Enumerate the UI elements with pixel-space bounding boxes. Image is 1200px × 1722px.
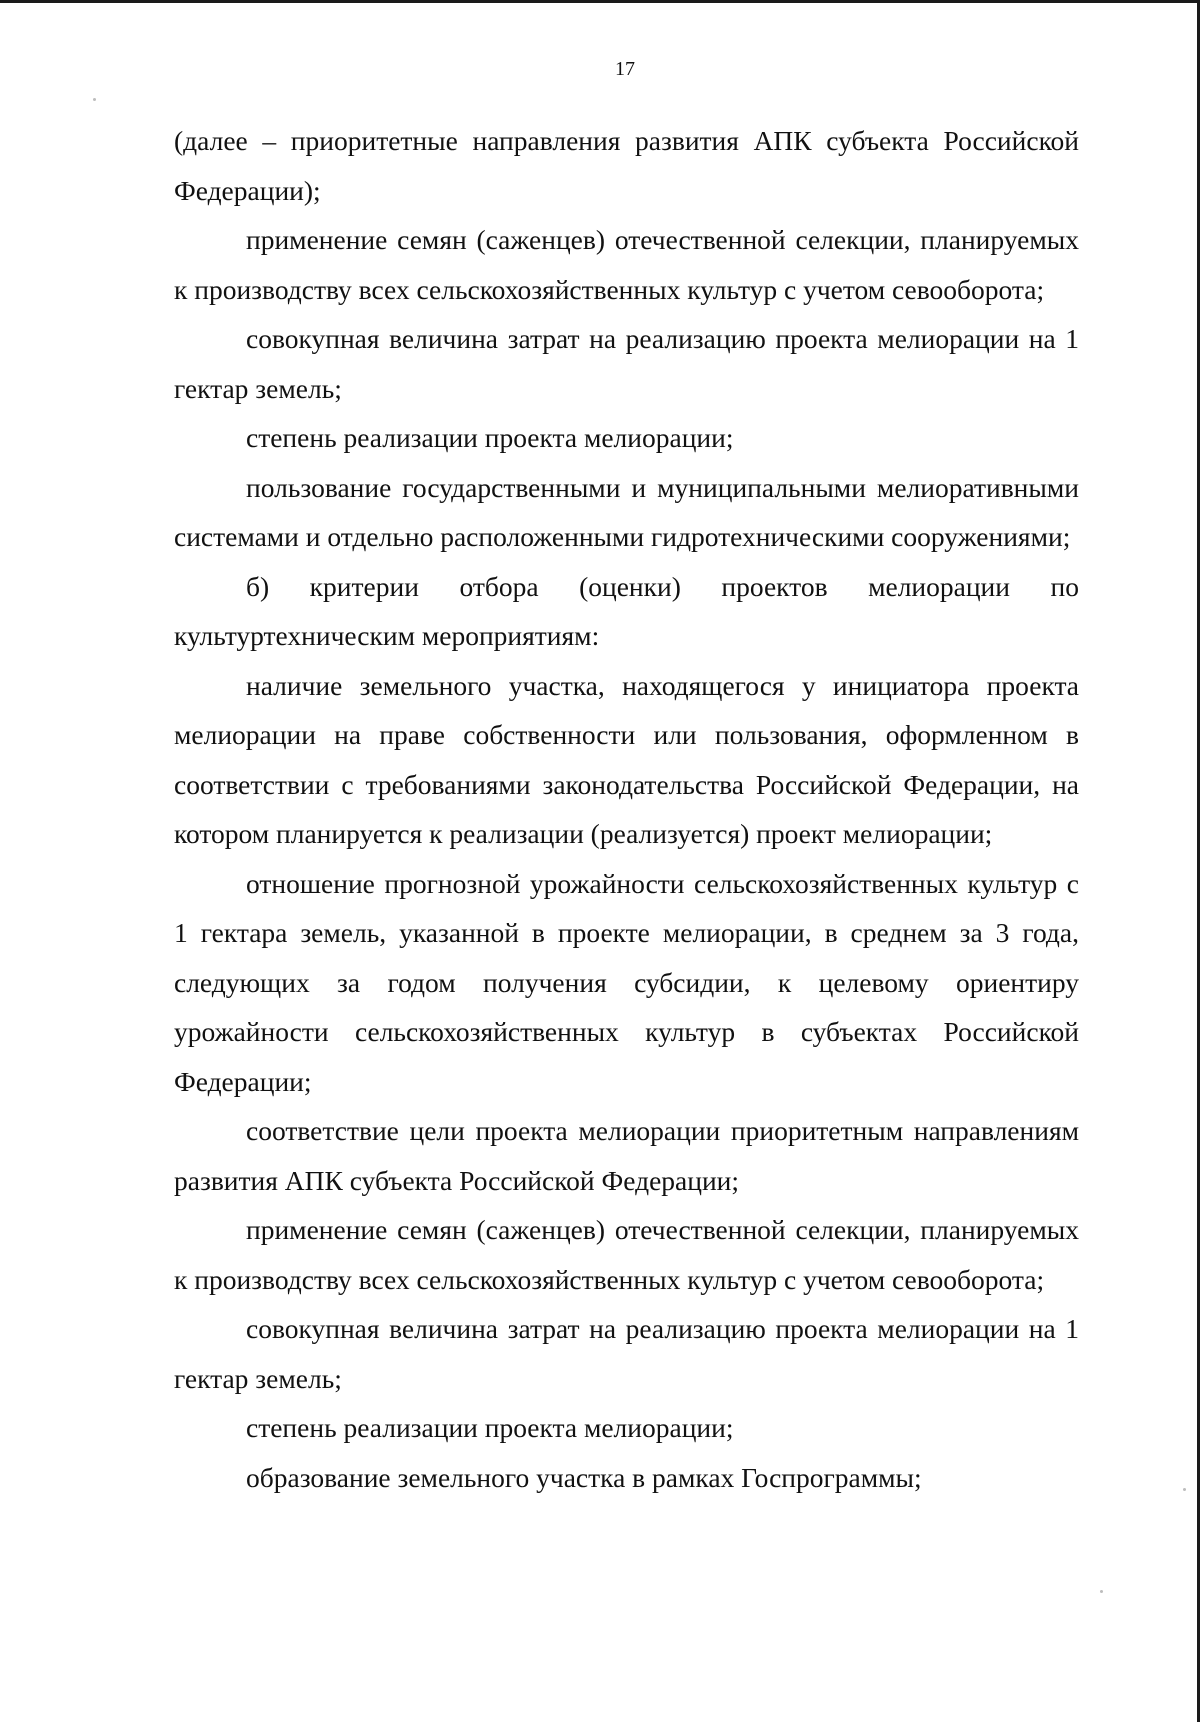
paragraph: совокупная величина затрат на реализацию проекта мелиорации на 1 гектар земель;	[174, 323, 1079, 404]
paragraph: наличие земельного участка, находящегося у инициатора проекта мелиорации на праве собственности или пользования, оформленном в соответствии с требованиями законодательства Российской Федерации, на котором планируется к реализации (реализуется) проект мелиорации;	[174, 669, 1079, 849]
paragraph: (далее – приоритетные направления развития АПК субъекта Российской Федерации);	[174, 125, 1079, 206]
paragraph: совокупная величина затрат на реализацию проекта мелиорации на 1 гектар земель;	[174, 1313, 1079, 1394]
paragraph: соответствие цели проекта мелиорации приоритетным направлениям развития АПК субъекта Российской Федерации;	[174, 1115, 1079, 1196]
paragraph: образование земельного участка в рамках Госпрограммы;	[246, 1461, 922, 1493]
paragraph: б) критерии отбора (оценки) проектов мелиорации по культуртехническим мероприятиям:	[174, 570, 1079, 651]
document-body	[174, 116, 1079, 1502]
scan-speck	[1183, 1488, 1186, 1491]
paragraph: применение семян (саженцев) отечественной селекции, планируемых к производству всех сельскохозяйственных культур с учетом севооборота;	[174, 224, 1079, 305]
scan-speck	[93, 98, 96, 101]
paragraph: степень реализации проекта мелиорации;	[246, 422, 734, 453]
paragraph: применение семян (саженцев) отечественной селекции, планируемых к производству всех сельскохозяйственных культур с учетом севооборота;	[174, 1214, 1079, 1295]
scan-speck	[1100, 1590, 1103, 1593]
paragraph: отношение прогнозной урожайности сельскохозяйственных культур с 1 гектара земель, указанной в проекте мелиорации, в среднем за 3 года, следующих за годом получения субсидии, к целевому ориентиру урожайности сельскохозяйственных культур в субъектах Российской Федерации;	[174, 867, 1079, 1097]
paragraph: степень реализации проекта мелиорации;	[246, 1412, 734, 1443]
paragraph: пользование государственными и муниципальными мелиоративными системами и отдельно расположенными гидротехническими сооружениями;	[174, 471, 1079, 552]
page-number: 17	[615, 58, 635, 80]
page-edge-top	[0, 0, 1200, 3]
